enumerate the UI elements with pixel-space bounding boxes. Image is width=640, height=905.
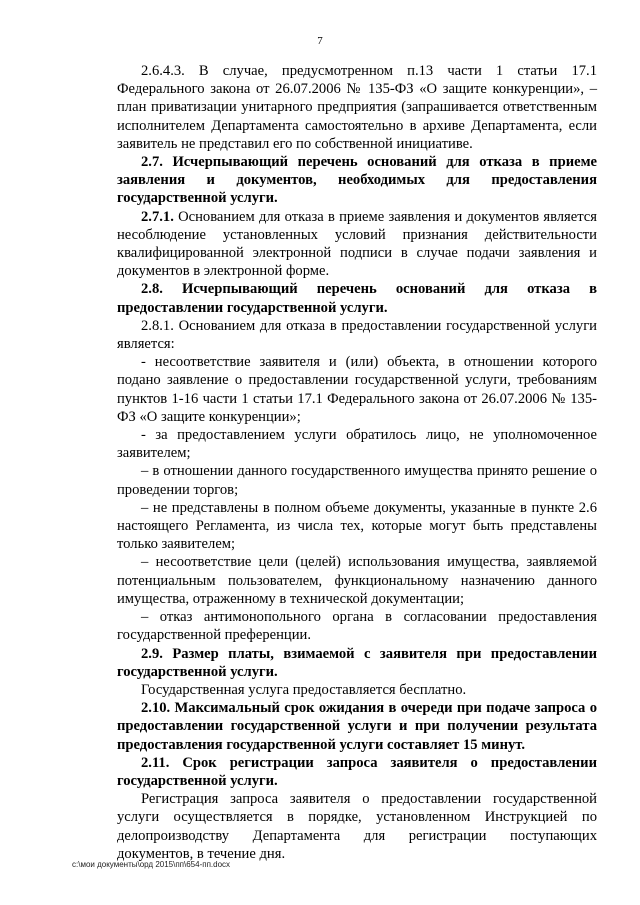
list-item: - за предоставлением услуги обратилось лицо, не уполномоченное заявителем; [117,427,597,462]
paragraph-2-8-1: 2.8.1. Основанием для отказа в предоставлении государственной услуги является: [117,317,597,353]
list-item: – в отношении данного государственного имущества принято решение о проведении торгов; [117,463,597,498]
paragraph-2-6-4-3: 2.6.4.3. В случае, предусмотренном п.13 части 1 статьи 17.1 Федерального закона от 26.07.2006 № 135-ФЗ «О защите конкуренции», – план приватизации унитарного предприятия (запрашивается ответственным исполнителем Департамента самостоятельно в архиве Департамента, если заявитель не представил его по собственной инициативе. [117,63,597,152]
list-item: - несоответствие заявителя и (или) объекта, в отношении которого подано заявление о предоставлении государственной услуги, требованиям пунктов 1-16 части 1 статьи 17.1 Федерального закона от 26.07.2006 № 135-ФЗ «О защите конкуренции»; [117,354,597,425]
heading-2-9: 2.9. Размер платы, взимаемой с заявителя при предоставлении государственной услуги. [117,645,597,680]
document-body [117,62,597,863]
paragraph-2-11: Регистрация запроса заявителя о предоставлении государственной услуги осуществляется в порядке, установленном Инструкцией по делопроизводству Департамента для регистрации поступающих документов, в течение дня. [117,791,597,862]
list-item: – отказ антимонопольного органа в согласовании предоставления государственной преференции. [117,609,597,644]
file-path-footer: c:\мои документы\орд 2015\пп\654-пп.docx [72,860,231,869]
page-number: 7 [317,35,323,47]
paragraph-2-9: Государственная услуга предоставляется бесплатно. [141,681,467,698]
paragraph-2-7-1-number: 2.7.1. [141,208,174,225]
heading-2-11: 2.11. Срок регистрации запроса заявителя о предоставлении государственной услуги. [117,754,597,789]
paragraph-2-7-1-text: Основанием для отказа в приеме заявления и документов является несоблюдение установленных условий признания действительности квалифицированной электронной подписи в случае подачи заявления и документов в электронной форме. [117,208,597,280]
list-item: – несоответствие цели (целей) использования имущества, заявляемой потенциальным пользователем, функциональному назначению данного имущества, отраженному в технической документации; [117,554,597,607]
heading-2-7: 2.7. Исчерпывающий перечень оснований для отказа в приеме заявления и документов, необходимых для предоставления государственной услуги. [117,154,597,207]
paragraph-2-7-1 [117,208,597,281]
heading-2-8: 2.8. Исчерпывающий перечень оснований для отказа в предоставлении государственной услуги. [117,281,597,316]
list-item: – не представлены в полном объеме документы, указанные в пункте 2.6 настоящего Регламента, из числа тех, которые могут быть представлены только заявителем; [117,499,597,553]
heading-2-10: 2.10. Максимальный срок ожидания в очереди при подаче запроса о предоставлении государственной услуги и при получении результата предоставления государственной услуги составляет 15 минут. [117,700,597,753]
